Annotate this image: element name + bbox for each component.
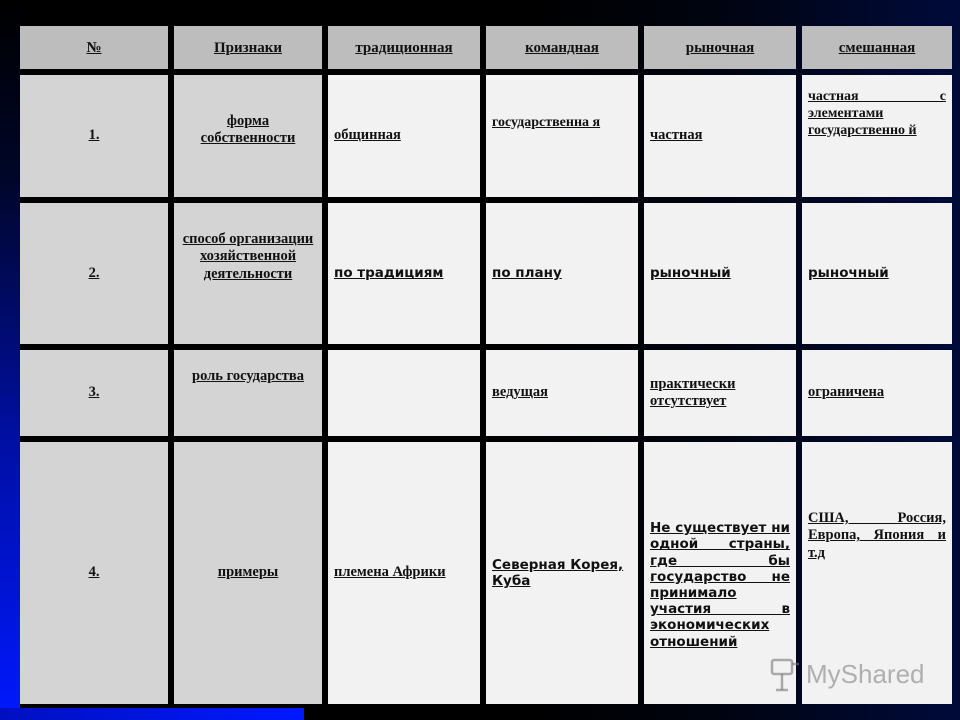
- header-number: №: [20, 26, 168, 69]
- row-2-label-text: способ организации хозяйственной деятельности: [182, 231, 314, 282]
- row-2-market: [644, 203, 796, 344]
- row-4-command: [486, 442, 638, 704]
- row-1-command-text: государственна я: [492, 115, 601, 130]
- row-2-traditional-text: по традициям: [334, 265, 444, 282]
- row-3-mixed-text: ограничена: [808, 384, 885, 401]
- economic-systems-table: [20, 26, 946, 704]
- bottom-accent-bar: [0, 708, 304, 720]
- row-3-mixed: [802, 350, 952, 436]
- row-1-mixed: [802, 75, 952, 197]
- row-1-command: [486, 75, 638, 197]
- row-1-market: [644, 75, 796, 197]
- header-market: рыночная: [644, 26, 796, 69]
- row-4-mixed-text: США, Россия, Европа, Япония и т.д: [808, 509, 946, 561]
- row-1-label-text: форма собственности: [200, 113, 296, 147]
- row-3-market: [644, 350, 796, 436]
- row-4-traditional-text: племена Африки: [334, 564, 446, 581]
- row-1-traditional-text: общинная: [334, 127, 401, 144]
- header-features: Признаки: [174, 26, 322, 69]
- row-3-market-text: практически отсутствует: [650, 375, 736, 409]
- row-2-mixed-text: рыночный: [808, 265, 889, 282]
- row-1-traditional: [328, 75, 480, 197]
- header-traditional: традиционная: [328, 26, 480, 69]
- row-1-label: [174, 75, 322, 197]
- row-2-command: [486, 203, 638, 344]
- row-1-mixed-text: частная с элементами государственно й: [808, 89, 946, 138]
- row-2-number: 2.: [20, 203, 168, 344]
- row-1-market-text: частная: [650, 127, 703, 144]
- row-2-label: [174, 203, 322, 344]
- row-4-number: 4.: [20, 442, 168, 704]
- row-3-command: [486, 350, 638, 436]
- row-2-traditional: [328, 203, 480, 344]
- row-3-command-text: ведущая: [492, 384, 548, 401]
- watermark-text: MyShared: [806, 658, 925, 689]
- row-3-label-text: роль государства: [192, 368, 304, 384]
- row-4-label: [174, 442, 322, 704]
- row-4-command-text: Северная Корея, Куба: [492, 556, 624, 589]
- watermark: [768, 656, 925, 692]
- header-command: командная: [486, 26, 638, 69]
- row-2-market-text: рыночный: [650, 265, 731, 282]
- row-3-label: [174, 350, 322, 436]
- header-mixed: смешанная: [802, 26, 952, 69]
- left-accent-bar: [0, 0, 20, 720]
- projector-icon: [768, 656, 802, 692]
- row-3-number: 3.: [20, 350, 168, 436]
- row-1-number: 1.: [20, 75, 168, 197]
- row-2-command-text: по плану: [492, 265, 562, 282]
- row-2-mixed: [802, 203, 952, 344]
- row-4-traditional: [328, 442, 480, 704]
- row-3-traditional: [328, 350, 480, 436]
- row-4-market-text: Не существует ни одной страны, где бы государство не принимало участия в экономических отношений: [650, 520, 790, 650]
- row-4-label-text: примеры: [217, 564, 279, 581]
